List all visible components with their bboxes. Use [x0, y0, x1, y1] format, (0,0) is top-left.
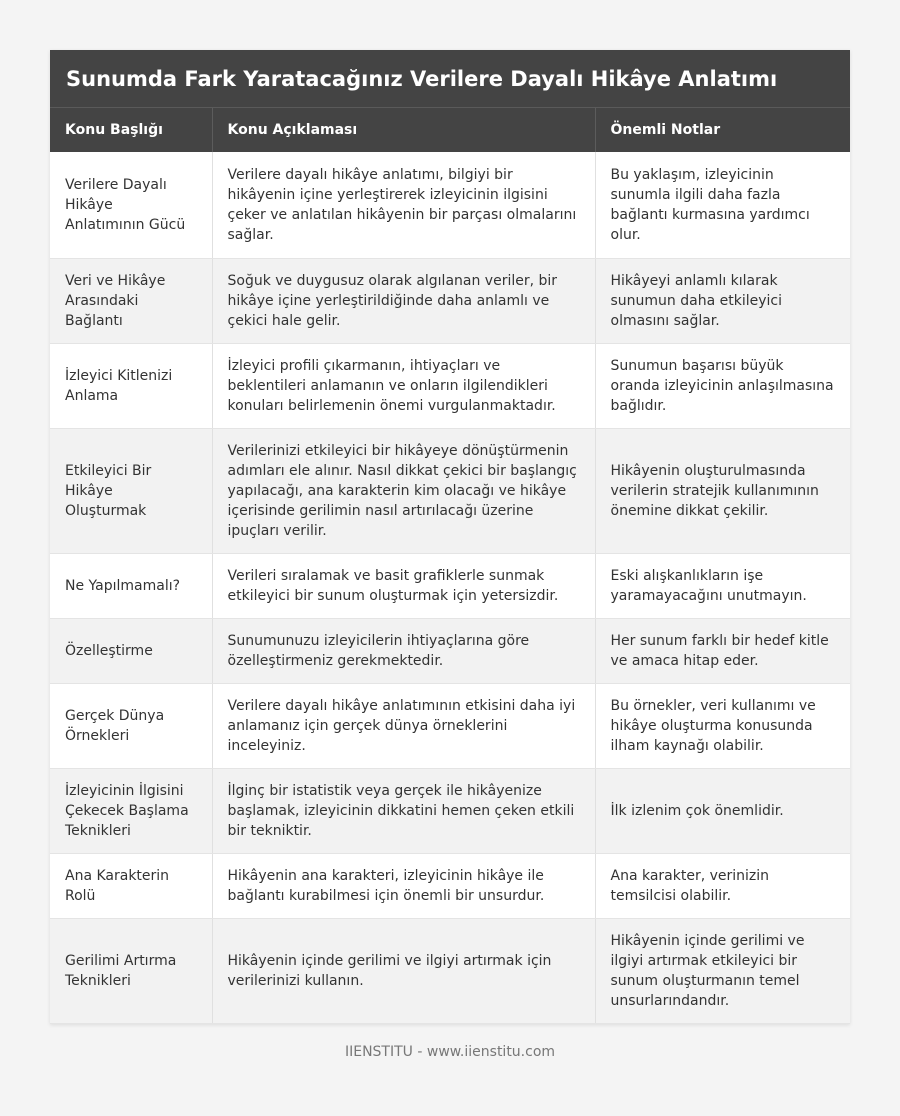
topic-cell: Ne Yapılmamalı? — [50, 553, 212, 618]
table-row — [50, 152, 850, 258]
table-row — [50, 683, 850, 768]
notes-cell: Her sunum farklı bir hedef kitle ve amaca hitap eder. — [595, 618, 850, 683]
topics-table-card — [50, 50, 850, 1024]
notes-cell: Bu yaklaşım, izleyicinin sunumla ilgili daha fazla bağlantı kurmasına yardımcı olur. — [595, 152, 850, 258]
description-cell: Verilere dayalı hikâye anlatımı, bilgiyi bir hikâyenin içine yerleştirerek izleyicinin ilgisini çeker ve anlatılan hikâyenin bir parçası olmalarını sağlar. — [212, 152, 595, 258]
table-row — [50, 428, 850, 553]
notes-cell: Eski alışkanlıkların işe yaramayacağını unutmayın. — [595, 553, 850, 618]
topic-cell: Gerilimi Artırma Teknikleri — [50, 918, 212, 1023]
description-cell: Hikâyenin içinde gerilimi ve ilgiyi artırmak için verilerinizi kullanın. — [212, 918, 595, 1023]
table-row — [50, 258, 850, 343]
topic-cell: Ana Karakterin Rolü — [50, 853, 212, 918]
description-cell: Verilerinizi etkileyici bir hikâyeye dönüştürmenin adımları ele alınır. Nasıl dikkat çekici bir başlangıç yapılacağı, ana karakterin kim olacağı ve hikâye içerisinde gerilimin nasıl artırılacağı üzerine ipuçları verilir. — [212, 428, 595, 553]
footer-credit: IIENSTITU - www.iienstitu.com — [344, 1044, 556, 1060]
table-row — [50, 853, 850, 918]
table-row — [50, 618, 850, 683]
description-cell: İlginç bir istatistik veya gerçek ile hikâyenize başlamak, izleyicinin dikkatini hemen çeken etkili bir tekniktir. — [212, 768, 595, 853]
table-title: Sunumda Fark Yaratacağınız Verilere Dayalı Hikâye Anlatımı — [50, 50, 850, 108]
topic-cell: İzleyici Kitlenizi Anlama — [50, 343, 212, 428]
table-row — [50, 918, 850, 1023]
notes-cell: Sunumun başarısı büyük oranda izleyicinin anlaşılmasına bağlıdır. — [595, 343, 850, 428]
topic-cell: Özelleştirme — [50, 618, 212, 683]
description-cell: Verileri sıralamak ve basit grafiklerle sunmak etkileyici bir sunum oluşturmak için yetersizdir. — [212, 553, 595, 618]
table-row — [50, 768, 850, 853]
topic-cell: Gerçek Dünya Örnekleri — [50, 683, 212, 768]
notes-cell: Ana karakter, verinizin temsilcisi olabilir. — [595, 853, 850, 918]
notes-cell: İlk izlenim çok önemlidir. — [595, 768, 850, 853]
topic-cell: İzleyicinin İlgisini Çekecek Başlama Teknikleri — [50, 768, 212, 853]
topics-table — [50, 108, 850, 1024]
topic-cell: Etkileyici Bir Hikâye Oluşturmak — [50, 428, 212, 553]
topic-cell: Veri ve Hikâye Arasındaki Bağlantı — [50, 258, 212, 343]
table-row — [50, 553, 850, 618]
description-cell: Hikâyenin ana karakteri, izleyicinin hikâye ile bağlantı kurabilmesi için önemli bir unsurdur. — [212, 853, 595, 918]
description-cell: Verilere dayalı hikâye anlatımının etkisini daha iyi anlamanız için gerçek dünya örneklerini inceleyiniz. — [212, 683, 595, 768]
table-header-row — [50, 108, 850, 152]
description-cell: Sunumunuzu izleyicilerin ihtiyaçlarına göre özelleştirmeniz gerekmektedir. — [212, 618, 595, 683]
notes-cell: Hikâyeyi anlamlı kılarak sunumun daha etkileyici olmasını sağlar. — [595, 258, 850, 343]
notes-cell: Hikâyenin içinde gerilimi ve ilgiyi artırmak etkileyici bir sunum oluşturmanın temel unsurlarındandır. — [595, 918, 850, 1023]
column-header-description: Konu Açıklaması — [212, 108, 595, 152]
notes-cell: Bu örnekler, veri kullanımı ve hikâye oluşturma konusunda ilham kaynağı olabilir. — [595, 683, 850, 768]
table-row — [50, 343, 850, 428]
topic-cell: Verilere Dayalı Hikâye Anlatımının Gücü — [50, 152, 212, 258]
column-header-topic: Konu Başlığı — [50, 108, 212, 152]
column-header-notes: Önemli Notlar — [595, 108, 850, 152]
description-cell: Soğuk ve duygusuz olarak algılanan veriler, bir hikâye içine yerleştirildiğinde daha anlamlı ve çekici hale gelir. — [212, 258, 595, 343]
notes-cell: Hikâyenin oluşturulmasında verilerin stratejik kullanımının önemine dikkat çekilir. — [595, 428, 850, 553]
description-cell: İzleyici profili çıkarmanın, ihtiyaçları ve beklentileri anlamanın ve onların ilgilendikleri konuları belirlemenin önemi vurgulanmaktadır. — [212, 343, 595, 428]
